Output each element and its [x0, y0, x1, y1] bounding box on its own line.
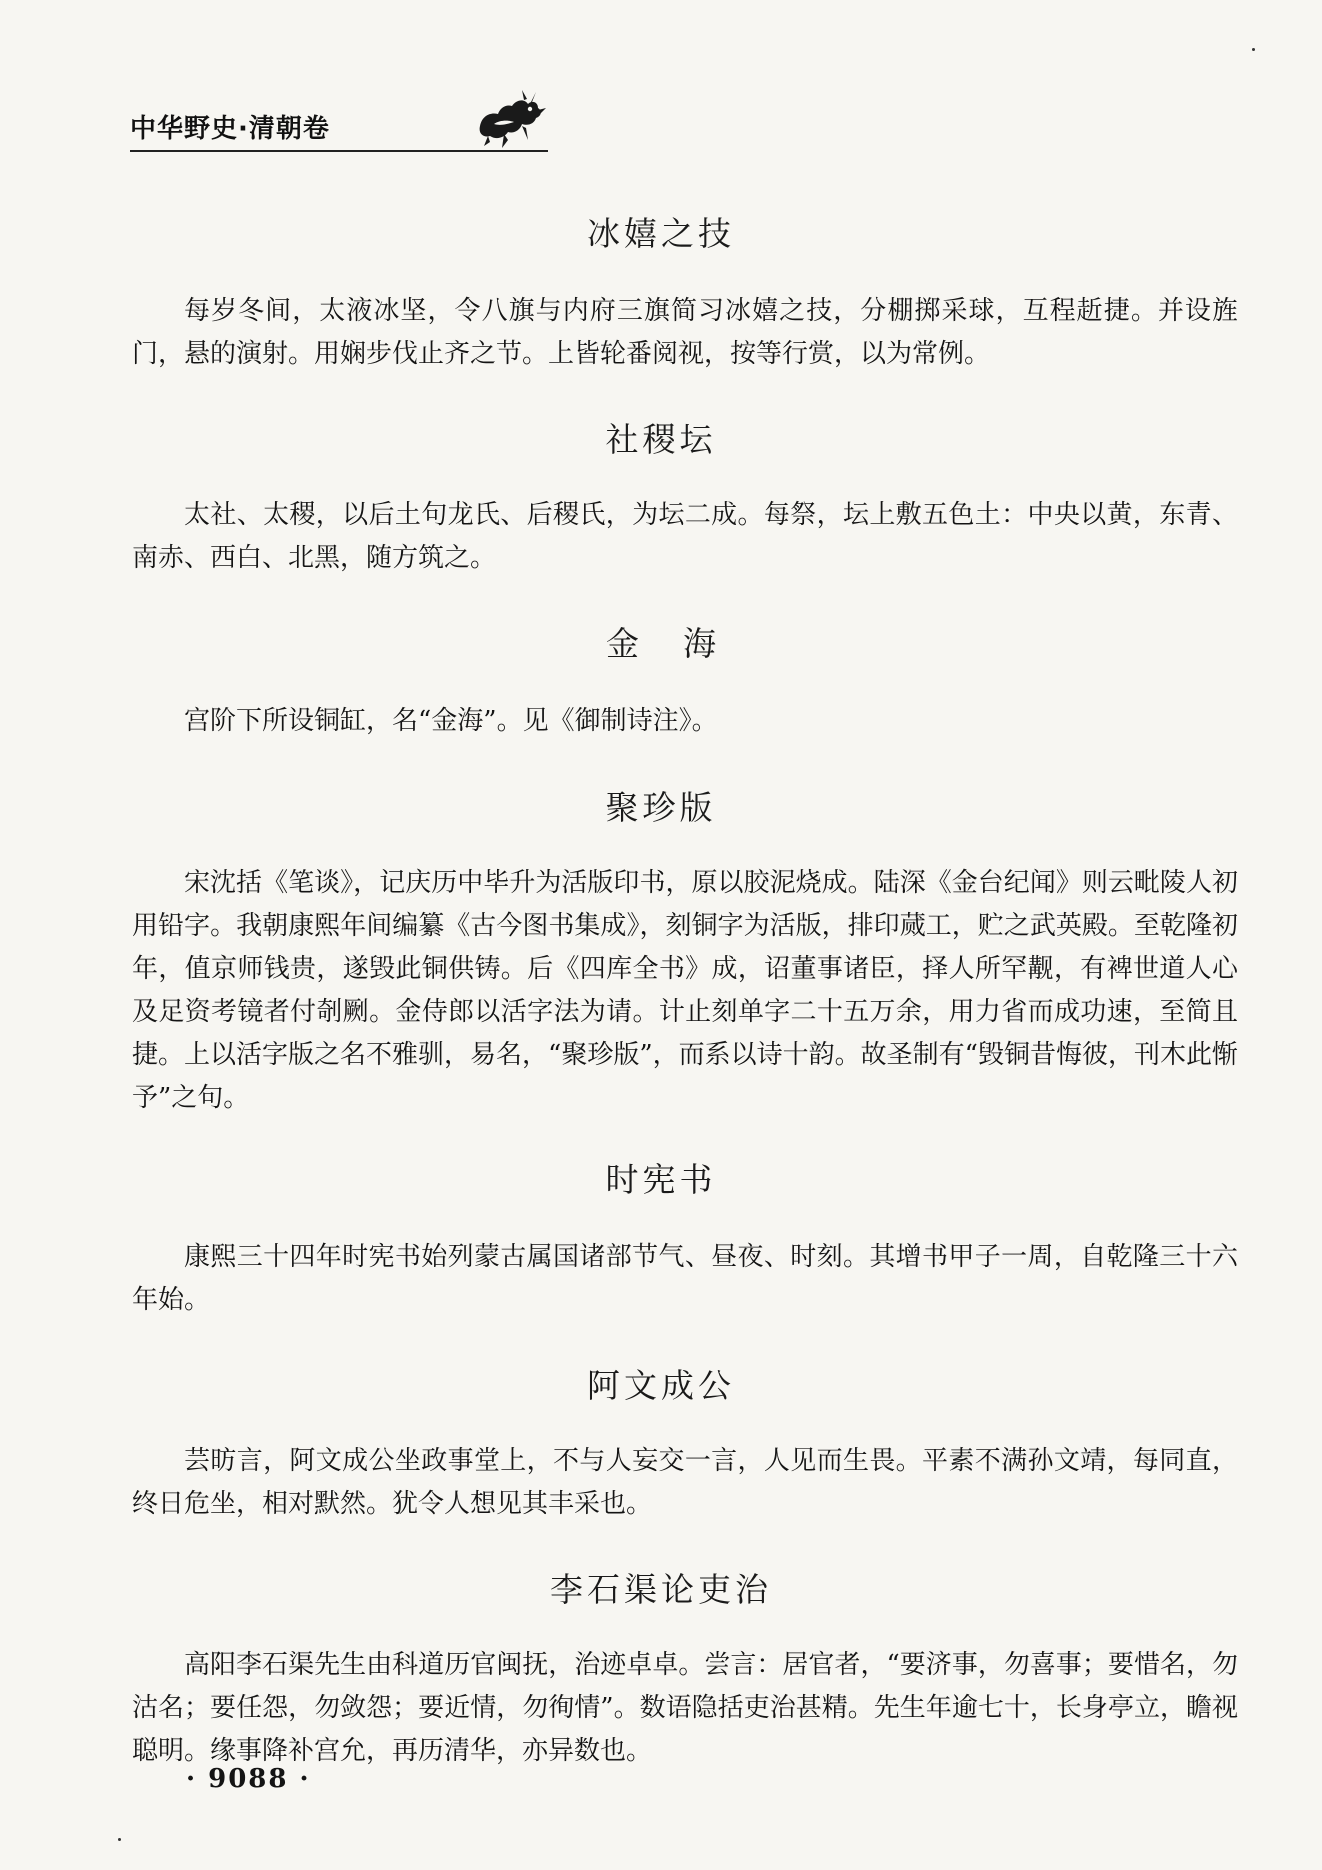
section-body-shixianshu: 康熙三十四年时宪书始列蒙古属国诸部节气、昼夜、时刻。其增书甲子一周，自乾隆三十六年始。 [132, 1242, 1238, 1315]
section-body-awencheng: 芸昉言，阿文成公坐政事堂上，不与人妄交一言，人见而生畏。平素不满孙文靖，每同直，终日危坐，相对默然。犹令人想见其丰采也。 [132, 1446, 1238, 1519]
header-rule [130, 150, 548, 152]
section-title-juzhenban: 聚珍版 [605, 788, 717, 827]
section-body-bingxi: 每岁冬间，太液冰坚，令八旗与内府三旗简习冰嬉之技，分棚掷采球，互程赾捷。并设旌门，悬的演射。用娴步伐止齐之节。上皆轮番阅视，按等行赏，以为常例。 [132, 296, 1238, 369]
running-header [130, 100, 550, 156]
section-body-juzhenban: 宋沈括《笔谈》，记庆历中毕升为活版印书，原以胶泥烧成。陆深《金台纪闻》则云毗陵人初用铅字。我朝康熙年间编纂《古今图书集成》，刻铜字为活版，排印蒇工，贮之武英殿。至乾隆初年，值京师钱贵，遂毁此铜供铸。后《四库全书》成，诏董事诸臣，择人所罕觏，有裨世道人心及足资考镜者付剞劂。金侍郎以活字法为请。计止刻单字二十五万余，用力省而成功速，至简且捷。上以活字版之名不雅驯，易名，“聚珍版”，而系以诗十韵。故圣制有“毁铜昔悔彼，刊木此惭予”之句。 [132, 868, 1238, 1113]
scan-speck [1252, 48, 1255, 51]
section-body-lishiqu: 高阳李石渠先生由科道历官闽抚，治迹卓卓。尝言：居官者，“要济事，勿喜事；要惜名，勿沽名；要任怨，勿敛怨；要近情，勿徇情”。数语隐括吏治甚精。先生年逾七十，长身亭立，瞻视聪明。缘事降补宫允，再历清华，亦异数也。 [132, 1650, 1238, 1766]
section-title-sheji: 社稷坛 [605, 420, 717, 459]
section-title-lishiqu: 李石渠论吏治 [550, 1570, 772, 1609]
section-title-shixianshu: 时宪书 [605, 1160, 717, 1199]
section-title-awencheng: 阿文成公 [587, 1366, 735, 1405]
page-number: · 9088 · [186, 1764, 311, 1794]
book-title: 中华野史·清朝卷 [130, 114, 330, 144]
section-body-jinhai: 宫阶下所设铜缸，名“金海”。见《御制诗注》。 [184, 706, 718, 736]
section-title-jinhai: 金海 [606, 624, 760, 663]
section-body-sheji: 太社、太稷，以后土句龙氏、后稷氏，为坛二成。每祭，坛上敷五色土：中央以黄，东青、南赤、西白、北黑，随方筑之。 [132, 500, 1238, 573]
section-title-bingxi: 冰嬉之技 [587, 214, 735, 253]
dragon-emblem-icon [470, 86, 548, 150]
scan-speck [118, 1838, 121, 1841]
